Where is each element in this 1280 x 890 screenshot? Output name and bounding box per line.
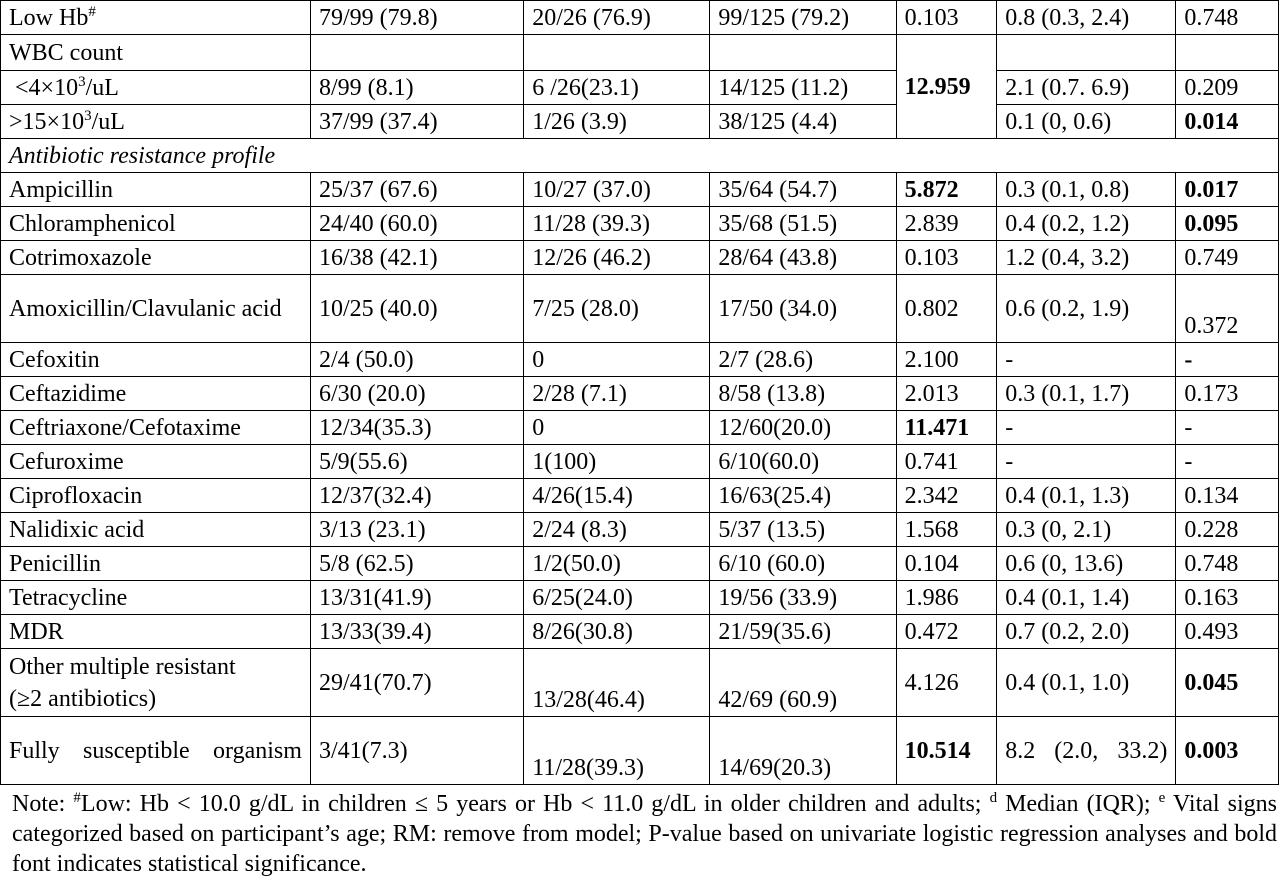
table-cell bbox=[1176, 35, 1279, 71]
row-label: Other multiple resistant (≥2 antibiotics) bbox=[1, 649, 311, 717]
row-label: Ciprofloxacin bbox=[1, 479, 311, 513]
table-cell: 2/24 (8.3) bbox=[524, 513, 710, 547]
table-row bbox=[1, 241, 1279, 275]
table-cell: 2.013 bbox=[896, 377, 997, 411]
table-cell: 35/68 (51.5) bbox=[710, 207, 896, 241]
table-cell: 5/37 (13.5) bbox=[710, 513, 896, 547]
table-cell: - bbox=[997, 411, 1176, 445]
table-cell: 0.003 bbox=[1176, 717, 1279, 785]
table-cell: 6 /26(23.1) bbox=[524, 71, 710, 105]
table-cell: 0.1 (0, 0.6) bbox=[997, 105, 1176, 139]
table-cell: 0.472 bbox=[896, 615, 997, 649]
table-cell: 0.173 bbox=[1176, 377, 1279, 411]
table-cell: 8/58 (13.8) bbox=[710, 377, 896, 411]
table-cell: 12/34(35.3) bbox=[310, 411, 523, 445]
table-row bbox=[1, 513, 1279, 547]
table-cell: 0.095 bbox=[1176, 207, 1279, 241]
table-cell: 19/56 (33.9) bbox=[710, 581, 896, 615]
table-row bbox=[1, 35, 1279, 71]
table-cell: 8/26(30.8) bbox=[524, 615, 710, 649]
table-cell: - bbox=[1176, 343, 1279, 377]
table-row bbox=[1, 717, 1279, 785]
table-cell: 3/41(7.3) bbox=[310, 717, 523, 785]
row-label: $<4\times 10^3/uL$ bbox=[1, 71, 311, 105]
row-label: Cefuroxime bbox=[1, 445, 311, 479]
table-cell: 0.802 bbox=[896, 275, 997, 343]
table-cell: 8.2 (2.0, 33.2) bbox=[997, 717, 1176, 785]
table-cell: - bbox=[1176, 411, 1279, 445]
table-cell: 3/13 (23.1) bbox=[310, 513, 523, 547]
section-row bbox=[1, 139, 1279, 173]
table-row bbox=[1, 411, 1279, 445]
table-cell: 0.741 bbox=[896, 445, 997, 479]
table-cell: 2/7 (28.6) bbox=[710, 343, 896, 377]
table-cell: 0.4 (0.1, 1.4) bbox=[997, 581, 1176, 615]
row-label: Chloramphenicol bbox=[1, 207, 311, 241]
table-cell: 14/69(20.3) bbox=[710, 717, 896, 785]
table-cell: 0.103 bbox=[896, 241, 997, 275]
table-cell: 10.514 bbox=[896, 717, 997, 785]
table-row bbox=[1, 649, 1279, 717]
table-cell: 42/69 (60.9) bbox=[710, 649, 896, 717]
row-label: Penicillin bbox=[1, 547, 311, 581]
table-cell: 29/41(70.7) bbox=[310, 649, 523, 717]
row-label: Low Hb# bbox=[1, 1, 311, 35]
table-cell: 2.839 bbox=[896, 207, 997, 241]
table-cell: 5.872 bbox=[896, 173, 997, 207]
table-cell: 13/31(41.9) bbox=[310, 581, 523, 615]
row-label: Fully susceptible organism bbox=[1, 717, 311, 785]
table-cell: 11/28 (39.3) bbox=[524, 207, 710, 241]
table-cell: 0.3 (0.1, 0.8) bbox=[997, 173, 1176, 207]
table-cell: 0.045 bbox=[1176, 649, 1279, 717]
table-cell: 6/10 (60.0) bbox=[710, 547, 896, 581]
table-row bbox=[1, 1, 1279, 35]
table-cell bbox=[997, 35, 1176, 71]
table-cell: - bbox=[997, 445, 1176, 479]
table-row bbox=[1, 479, 1279, 513]
table-cell: 0 bbox=[524, 411, 710, 445]
row-label: Nalidixic acid bbox=[1, 513, 311, 547]
table-cell: 6/10(60.0) bbox=[710, 445, 896, 479]
table-cell: 2/28 (7.1) bbox=[524, 377, 710, 411]
section-heading: Antibiotic resistance profile bbox=[1, 139, 1279, 173]
row-label: Ampicillin bbox=[1, 173, 311, 207]
table-cell: 5/9(55.6) bbox=[310, 445, 523, 479]
table-cell: 0.6 (0, 13.6) bbox=[997, 547, 1176, 581]
table-row bbox=[1, 615, 1279, 649]
table-cell: 0.3 (0, 2.1) bbox=[997, 513, 1176, 547]
table-cell: - bbox=[997, 343, 1176, 377]
table-cell: 5/8 (62.5) bbox=[310, 547, 523, 581]
table-cell: 0.4 (0.1, 1.0) bbox=[997, 649, 1176, 717]
table-cell bbox=[310, 35, 523, 71]
table-cell: 2.100 bbox=[896, 343, 997, 377]
table-cell: 21/59(35.6) bbox=[710, 615, 896, 649]
table-cell: 0.493 bbox=[1176, 615, 1279, 649]
table-cell: 1/2(50.0) bbox=[524, 547, 710, 581]
row-label: Cotrimoxazole bbox=[1, 241, 311, 275]
table-cell: 7/25 (28.0) bbox=[524, 275, 710, 343]
table-cell: 6/25(24.0) bbox=[524, 581, 710, 615]
table-cell: 0.7 (0.2, 2.0) bbox=[997, 615, 1176, 649]
table-cell: 12/26 (46.2) bbox=[524, 241, 710, 275]
table-cell: 0.163 bbox=[1176, 581, 1279, 615]
table-cell: 1.2 (0.4, 3.2) bbox=[997, 241, 1176, 275]
table-cell: 1/26 (3.9) bbox=[524, 105, 710, 139]
table-cell: 12/60(20.0) bbox=[710, 411, 896, 445]
table-cell: 0.4 (0.2, 1.2) bbox=[997, 207, 1176, 241]
table-cell: 13/28(46.4) bbox=[524, 649, 710, 717]
row-label: Tetracycline bbox=[1, 581, 311, 615]
row-label: MDR bbox=[1, 615, 311, 649]
table-cell: 4/26(15.4) bbox=[524, 479, 710, 513]
table-cell: 0.134 bbox=[1176, 479, 1279, 513]
table-cell: 13/33(39.4) bbox=[310, 615, 523, 649]
table-cell: 24/40 (60.0) bbox=[310, 207, 523, 241]
table-cell: 20/26 (76.9) bbox=[524, 1, 710, 35]
table-row bbox=[1, 377, 1279, 411]
table-cell: 16/63(25.4) bbox=[710, 479, 896, 513]
table-cell: 1(100) bbox=[524, 445, 710, 479]
table-cell: 2.342 bbox=[896, 479, 997, 513]
table-cell: 0.3 (0.1, 1.7) bbox=[997, 377, 1176, 411]
table-cell: 99/125 (79.2) bbox=[710, 1, 896, 35]
table-cell: 12.959 bbox=[896, 35, 997, 139]
table-cell: 17/50 (34.0) bbox=[710, 275, 896, 343]
table-cell: 4.126 bbox=[896, 649, 997, 717]
table-cell: 11/28(39.3) bbox=[524, 717, 710, 785]
table-cell: 12/37(32.4) bbox=[310, 479, 523, 513]
table-cell: 6/30 (20.0) bbox=[310, 377, 523, 411]
table-cell: 14/125 (11.2) bbox=[710, 71, 896, 105]
table-cell: 0.014 bbox=[1176, 105, 1279, 139]
table-cell: 35/64 (54.7) bbox=[710, 173, 896, 207]
table-cell: 0.6 (0.2, 1.9) bbox=[997, 275, 1176, 343]
table-cell: 11.471 bbox=[896, 411, 997, 445]
table-cell: - bbox=[1176, 445, 1279, 479]
table-cell: 2/4 (50.0) bbox=[310, 343, 523, 377]
row-label: Amoxicillin/Clavulanic acid bbox=[1, 275, 311, 343]
table-cell: 2.1 (0.7. 6.9) bbox=[997, 71, 1176, 105]
table-cell: 79/99 (79.8) bbox=[310, 1, 523, 35]
row-label: $>15\times 10^3/uL$ bbox=[1, 105, 311, 139]
table-row bbox=[1, 445, 1279, 479]
table-cell: 28/64 (43.8) bbox=[710, 241, 896, 275]
row-label: Ceftriaxone/Cefotaxime bbox=[1, 411, 311, 445]
table-cell: 0.8 (0.3, 2.4) bbox=[997, 1, 1176, 35]
table-cell: 38/125 (4.4) bbox=[710, 105, 896, 139]
table-cell: 37/99 (37.4) bbox=[310, 105, 523, 139]
table-cell: 1.568 bbox=[896, 513, 997, 547]
row-label: WBC count bbox=[1, 35, 311, 71]
table-cell: 25/37 (67.6) bbox=[310, 173, 523, 207]
table-cell: 0.104 bbox=[896, 547, 997, 581]
table-cell: 16/38 (42.1) bbox=[310, 241, 523, 275]
table-cell: 0.017 bbox=[1176, 173, 1279, 207]
table-cell: 0.209 bbox=[1176, 71, 1279, 105]
table-cell: 10/27 (37.0) bbox=[524, 173, 710, 207]
table-row bbox=[1, 343, 1279, 377]
table-cell: 1.986 bbox=[896, 581, 997, 615]
table-row bbox=[1, 207, 1279, 241]
table-cell: 0.749 bbox=[1176, 241, 1279, 275]
table-cell: 8/99 (8.1) bbox=[310, 71, 523, 105]
table-cell: 0.748 bbox=[1176, 547, 1279, 581]
table-cell: 0.372 bbox=[1176, 275, 1279, 343]
table-cell: 0.103 bbox=[896, 1, 997, 35]
row-label: Ceftazidime bbox=[1, 377, 311, 411]
table-cell: 0.748 bbox=[1176, 1, 1279, 35]
table-cell bbox=[710, 35, 896, 71]
table-cell bbox=[524, 35, 710, 71]
table-row bbox=[1, 71, 1279, 105]
table-footnote: Note: #Low: Hb < 10.0 g/dL in children ≤ 5 years or Hb < 11.0 g/dL in older children and adults; $^d$ Median (IQR); $^e$ Vital signs categorized based on participant’s age; RM: remove from model; P-value based on univariate logistic regression analyses and bold font indicates statistical significance. bbox=[12, 790, 1277, 877]
row-label: Cefoxitin bbox=[1, 343, 311, 377]
table-cell: 0.228 bbox=[1176, 513, 1279, 547]
table-row bbox=[1, 547, 1279, 581]
table-cell: 0 bbox=[524, 343, 710, 377]
table-row bbox=[1, 275, 1279, 343]
table-row bbox=[1, 105, 1279, 139]
table-row bbox=[1, 581, 1279, 615]
table-row bbox=[1, 173, 1279, 207]
table-cell: 10/25 (40.0) bbox=[310, 275, 523, 343]
table-cell: 0.4 (0.1, 1.3) bbox=[997, 479, 1176, 513]
